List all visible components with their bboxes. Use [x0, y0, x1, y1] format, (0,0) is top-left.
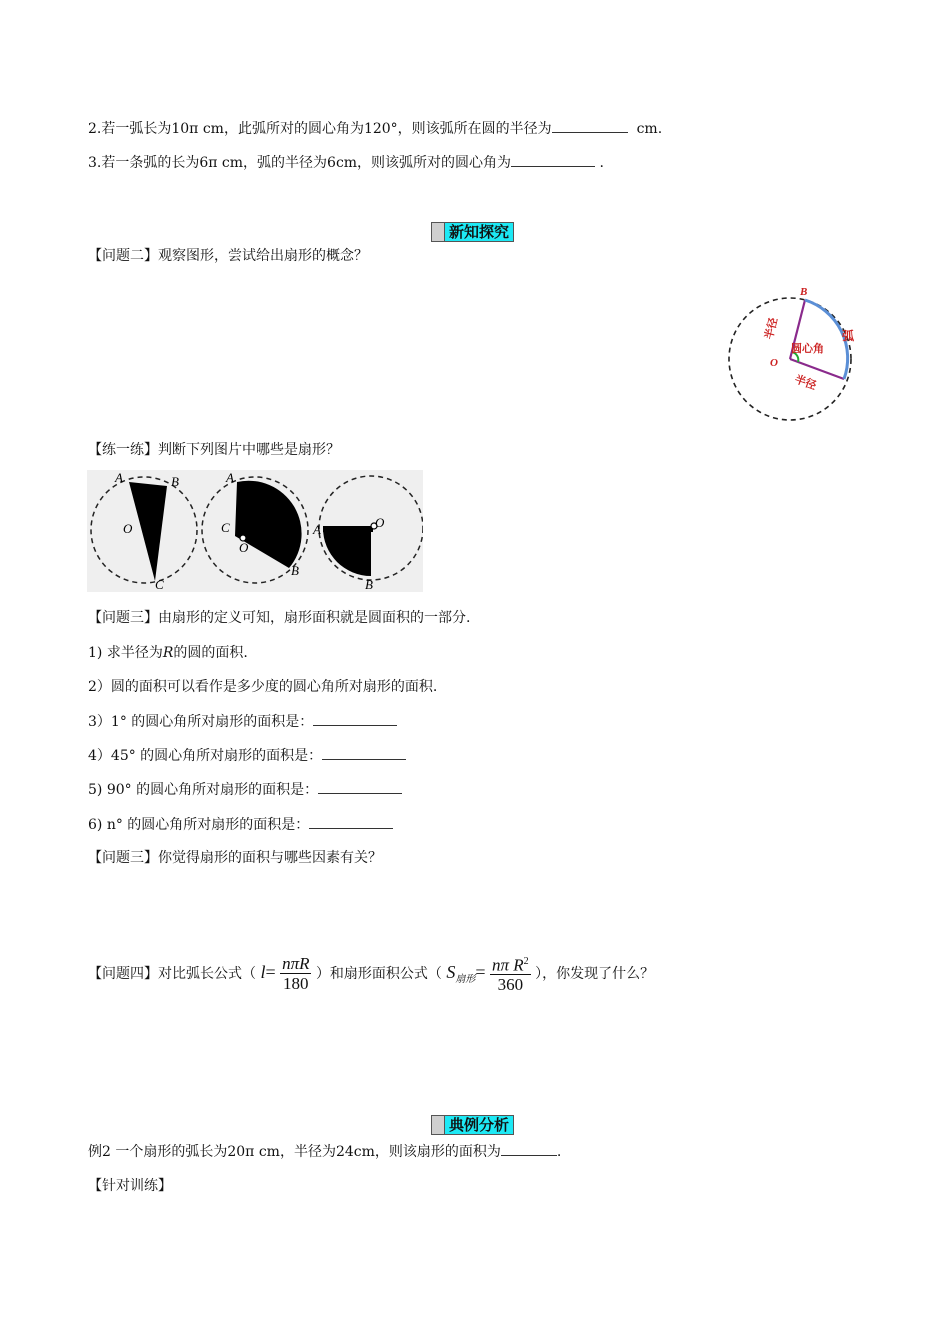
- label-o: O: [770, 357, 778, 369]
- practice-figure-3: [311, 470, 423, 592]
- item-4: 4）45° 的圆心角所对扇形的面积是：: [88, 745, 406, 766]
- item-5: 5) 90° 的圆心角所对扇形的面积是：: [88, 779, 402, 800]
- sector-top-edge: [323, 526, 373, 532]
- item-2: 2）圆的面积可以看作是多少度的圆心角所对扇形的面积.: [88, 679, 438, 695]
- label-a: A: [226, 470, 234, 485]
- label-o: O: [239, 540, 249, 555]
- sector-area-fraction: $\frac{n\pi R^2}{360}$: [490, 953, 531, 996]
- sector-concept-diagram: [712, 282, 862, 427]
- answer-blank[interactable]: [501, 1141, 557, 1156]
- practice-figure-1: [87, 470, 199, 592]
- section-header-new-knowledge: [431, 222, 514, 242]
- arc-length-fraction: $\frac{\text{nπR}}{180}$: [282, 953, 310, 993]
- label-b: B: [365, 577, 373, 592]
- problem-3b: 【问题三】你觉得扇形的面积与哪些因素有关？: [88, 850, 382, 866]
- label-radius-horizontal: 半径: [792, 372, 819, 393]
- practice-prompt: 【练一练】判断下列图片中哪些是扇形？: [88, 442, 340, 458]
- sector-area-symbol: S: [446, 962, 456, 982]
- label-b: B: [800, 286, 808, 298]
- section-header-example-analysis: [431, 1115, 514, 1135]
- answer-blank[interactable]: [322, 745, 406, 760]
- practice-figure-2: [199, 470, 311, 592]
- label-a: A: [313, 522, 321, 537]
- section-marker: [431, 1115, 444, 1135]
- label-a: A: [115, 470, 123, 485]
- label-central-angle: 圆心角: [791, 342, 824, 355]
- example-2: 例2 一个扇形的弧长为20π cm，半径为24cm，则该扇形的面积为 .: [88, 1141, 561, 1162]
- label-o: O: [375, 515, 385, 530]
- answer-blank[interactable]: [552, 118, 628, 133]
- label-arc: 弧: [842, 329, 855, 343]
- item-3: 3）1° 的圆心角所对扇形的面积是：: [88, 711, 397, 732]
- arc-length-symbol: l: [260, 962, 266, 982]
- question-2: 2.若一弧长为10π cm，此弧所对的圆心角为120°，则该弧所在圆的半径为 cm.: [88, 118, 662, 139]
- section-marker: [431, 222, 444, 242]
- label-c: C: [221, 520, 230, 535]
- problem-4: 【问题四】对比弧长公式（ l= $\frac{\text{nπR}}{180}$ ）和扇形面积公式（ $S_{扇形}=$ $\frac{n\pi R^2}{360}$ ），你发现了什么？: [88, 953, 655, 995]
- answer-blank[interactable]: [313, 711, 397, 726]
- problem-3: 【问题三】由扇形的定义可知，扇形面积就是圆面积的一部分.: [88, 610, 471, 626]
- answer-blank[interactable]: [318, 779, 402, 794]
- answer-blank[interactable]: [309, 814, 393, 829]
- answer-blank[interactable]: [511, 152, 595, 167]
- label-radius-vertical: 半径: [762, 316, 781, 341]
- item-1: 1) 求半径为R的圆的面积.: [88, 645, 248, 661]
- section-title: 典例分析: [444, 1115, 514, 1135]
- item-6: 6) n° 的圆心角所对扇形的面积是：: [88, 814, 393, 835]
- label-b: B: [171, 474, 179, 489]
- section-title: 新知探究: [444, 222, 514, 242]
- label-c: C: [155, 577, 164, 592]
- problem-2: 【问题二】观察图形，尝试给出扇形的概念？: [88, 248, 368, 264]
- label-b: B: [291, 563, 299, 578]
- question-3: 3.若一条弧的长为6π cm，弧的半径为6cm，则该弧所对的圆心角为 .: [88, 152, 604, 173]
- label-o: O: [123, 521, 133, 536]
- targeted-training: 【针对训练】: [88, 1178, 172, 1194]
